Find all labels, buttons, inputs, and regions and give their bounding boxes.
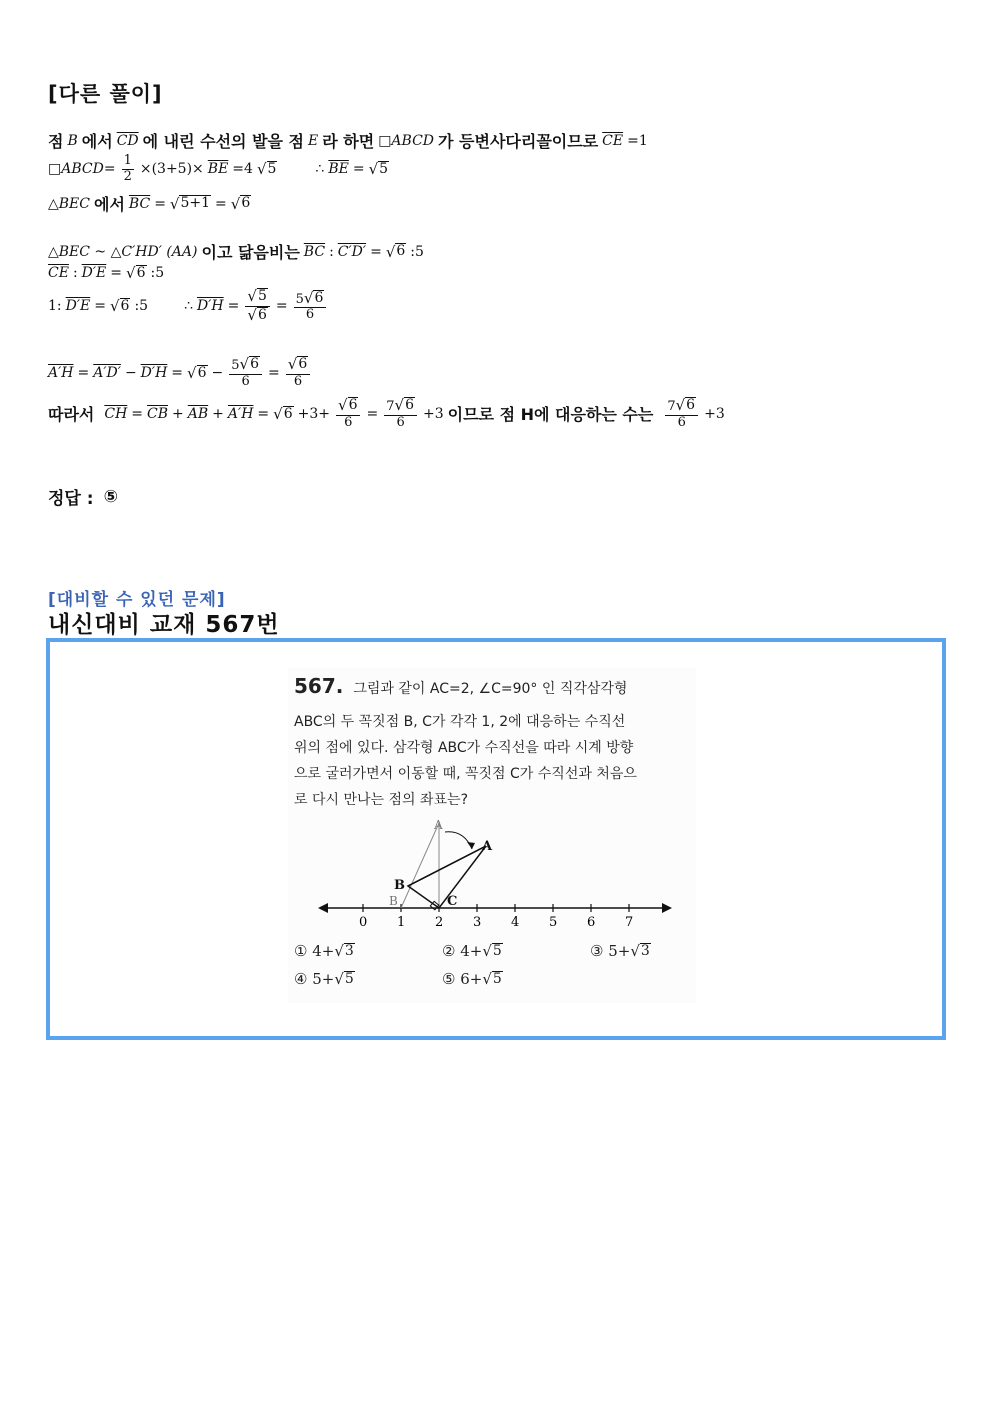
math: =	[352, 161, 365, 178]
sqrt: √ 6	[109, 297, 130, 316]
choice-5[interactable]: ⑤ 6+ √ 5	[442, 970, 502, 988]
tick-label: 0	[359, 915, 368, 930]
math: =	[268, 364, 280, 381]
problem-line-3: 위의 점에 있다. 삼각형 ABC가 수직선을 따라 시계 방향	[294, 740, 634, 756]
math: =4	[232, 161, 253, 178]
tick-label: 1	[397, 915, 406, 930]
solution-line-5	[48, 264, 164, 282]
fraction: 5 √ 6 6	[229, 356, 262, 390]
problem-text: 그림과 같이 AC=2, ∠C=90° 인 직각삼각형	[353, 681, 628, 697]
label-c: C	[447, 894, 458, 909]
math: =	[171, 364, 184, 381]
segment: D′E	[81, 265, 107, 281]
solution-line-3	[48, 192, 251, 215]
choice-3[interactable]: ③ 5+ √ 3	[590, 942, 650, 960]
arrow-right-icon	[662, 903, 672, 913]
math: ∴	[184, 298, 194, 315]
problem-line-1	[294, 674, 627, 698]
answer-value: ⑤	[103, 486, 118, 507]
math: +3	[704, 405, 725, 422]
sqrt: √ 6	[230, 194, 251, 213]
math: △BEC ~ △C′HD′ (AA)	[48, 243, 198, 260]
math: +	[212, 405, 224, 422]
problem-line-2: ABC의 두 꼭짓점 B, C가 각각 1, 2에 대응하는 수직선	[294, 714, 626, 730]
math: ∴	[315, 161, 325, 178]
segment: A′D′	[93, 364, 121, 381]
math: △BEC	[48, 195, 90, 212]
label-b: B	[394, 878, 405, 893]
tick-label: 7	[625, 915, 634, 930]
text: 이고 닮음비는	[201, 243, 300, 262]
fraction: 7 √ 6 6	[384, 397, 417, 431]
segment: $\overline{BC}$	[303, 243, 326, 260]
math: =1	[627, 132, 648, 149]
math: :5	[150, 265, 165, 281]
label-b-gray: B	[389, 894, 398, 908]
math: ×(3+5)×	[139, 161, 204, 178]
text: 이므로 점 H에 대응하는 수는	[447, 405, 654, 425]
related-label: [대비할 수 있던 문제]	[48, 590, 226, 610]
sqrt: √ 6	[385, 242, 406, 261]
segment: $\overline{BE}$	[207, 161, 229, 178]
text: 가 등변사다리꼴이므로	[438, 132, 599, 151]
segment: D′H	[197, 298, 224, 315]
segment: $\overline{BC}$	[128, 195, 151, 212]
math: =	[257, 405, 270, 422]
math: =	[154, 195, 166, 212]
math: :	[72, 265, 78, 281]
segment: D′E	[65, 298, 91, 315]
solution-line-1	[48, 129, 648, 152]
math: E	[308, 132, 319, 149]
sqrt: √ 5	[368, 160, 389, 179]
problem-line-5: 로 다시 만나는 점의 좌표는?	[294, 792, 468, 808]
math: =	[77, 364, 90, 381]
label-a-right: A	[482, 839, 493, 854]
math: □ABCD=	[48, 161, 116, 178]
choice-4[interactable]: ④ 5+ √ 5	[294, 970, 354, 988]
tick-label: 3	[473, 915, 482, 930]
arrow-left-icon	[318, 903, 328, 913]
fraction: √ 6 6	[336, 397, 360, 431]
problem-image	[288, 668, 696, 1003]
math: =	[227, 298, 240, 315]
math: =	[94, 298, 106, 315]
solution-line-6	[48, 288, 328, 325]
fraction: $\frac{1}{2}$	[123, 153, 132, 184]
math: 1:	[48, 298, 62, 315]
math: :5	[134, 298, 149, 315]
segment: $\overline{CE}$	[602, 132, 624, 149]
fraction: √ 5 √ 6	[245, 288, 269, 325]
segment: $\overline{CH}$	[104, 405, 128, 422]
text: 에 내린 수선의 발을 점	[142, 132, 305, 151]
math: +	[172, 405, 184, 422]
segment: $\overline{CD}$	[116, 132, 139, 149]
segment: C′D′	[337, 243, 367, 260]
segment: $\overline{CE}$	[48, 265, 69, 281]
math: :5	[410, 243, 424, 260]
choice-2[interactable]: ② 4+ √ 5	[442, 942, 502, 960]
sqrt: √ 6	[187, 363, 207, 382]
math: □ABCD	[378, 132, 435, 149]
text: 에서	[94, 195, 125, 214]
segment: A′H	[227, 405, 254, 422]
math: =	[110, 265, 123, 281]
tick-label: 6	[587, 915, 596, 930]
math: −	[211, 364, 224, 381]
segment: $\overline{BE}$	[328, 161, 349, 178]
triangle-diagram	[288, 816, 696, 956]
segment: $\overline{CB}$	[147, 405, 169, 422]
answer-line	[48, 484, 118, 509]
problem-number: 567.	[294, 674, 344, 698]
sqrt: √ 5+1	[169, 194, 211, 213]
text: 따라서	[48, 405, 95, 425]
segment: D′H	[140, 364, 168, 381]
text: 라 하면	[322, 132, 375, 151]
text: 에서	[81, 132, 113, 151]
tick-label: 2	[435, 915, 444, 930]
choice-1[interactable]: ① 4+ √ 3	[294, 942, 354, 960]
math: +3+	[297, 405, 330, 422]
math: =	[215, 195, 227, 212]
solution-line-4	[48, 240, 424, 263]
sqrt: √ 5	[256, 160, 277, 179]
solution-line-7	[48, 356, 312, 390]
sqrt: √ 6	[126, 264, 146, 282]
fraction: 7 √ 6 6	[665, 397, 698, 431]
label-a-top: A	[434, 818, 443, 832]
segment: $\overline{AB}$	[187, 405, 209, 422]
math: −	[124, 364, 137, 381]
math: =	[275, 298, 288, 315]
fraction: √ 6 6	[286, 356, 310, 390]
math: =	[131, 405, 144, 422]
math: =	[370, 243, 382, 260]
rotation-arc	[445, 832, 472, 849]
related-title: 내신대비 교재 567번	[48, 612, 280, 638]
math: B	[67, 132, 78, 149]
math: =	[366, 405, 379, 422]
problem-line-4: 으로 굴러가면서 이동할 때, 꼭짓점 C가 수직선과 처음으	[294, 766, 637, 782]
section-title: [다른 풀이]	[48, 82, 163, 106]
tick-label: 5	[549, 915, 558, 930]
solution-line-2	[48, 154, 389, 185]
segment: A′H	[48, 364, 74, 381]
fraction: 5 √ 6 6	[294, 290, 327, 324]
sqrt: √ 6	[273, 404, 293, 423]
math: +3	[422, 405, 444, 422]
solution-line-8	[48, 397, 725, 431]
answer-label: 정답 :	[48, 489, 94, 509]
math: :	[329, 243, 334, 260]
tick-label: 4	[511, 915, 520, 930]
text: 점	[48, 132, 64, 151]
